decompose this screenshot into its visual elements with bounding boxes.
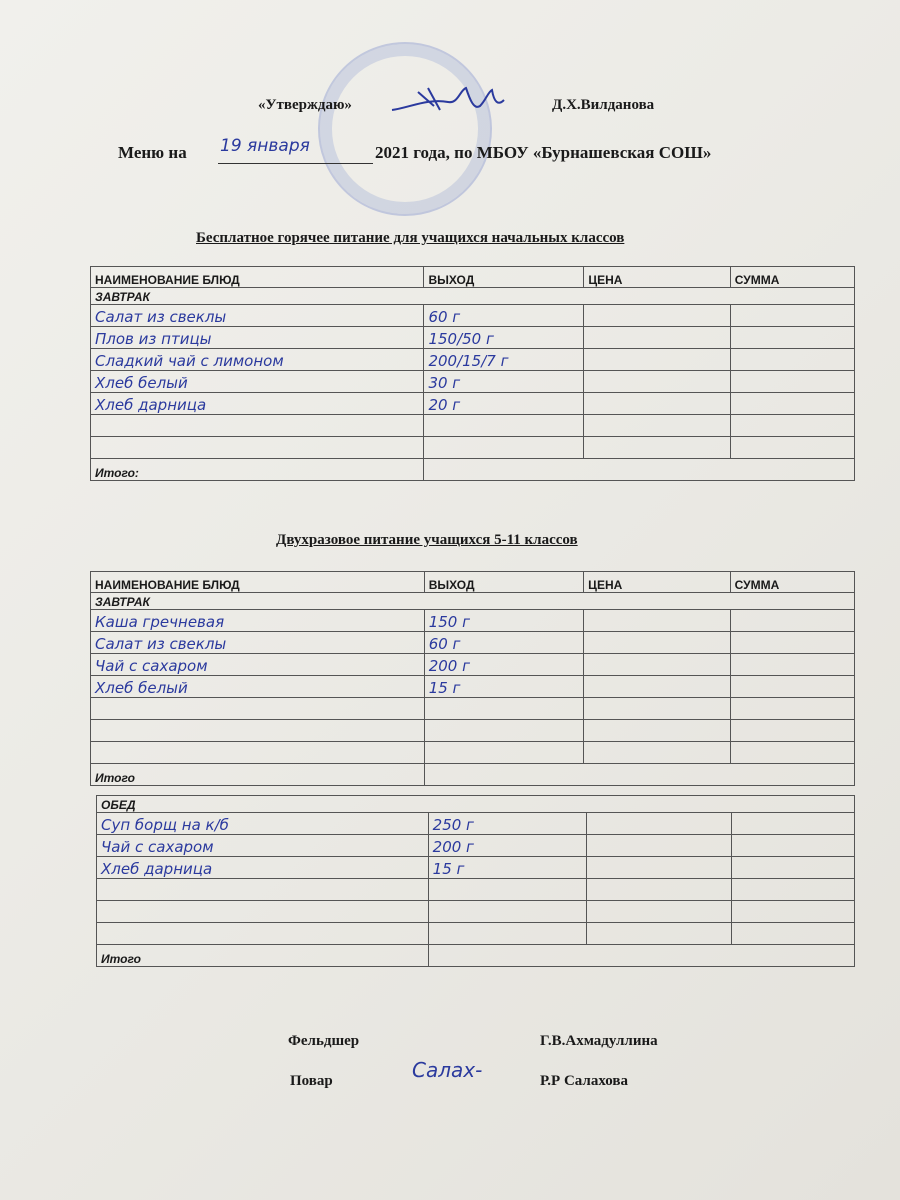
date-underline [218, 163, 373, 164]
dish-name: Каша гречневая [95, 613, 225, 631]
approve-label: «Утверждаю» [258, 97, 352, 113]
dish-output: 60 г [428, 635, 461, 653]
menu-title-suffix: 2021 года, по МБОУ «Бурнашевская СОШ» [375, 143, 712, 162]
col-price: ЦЕНА [584, 572, 731, 593]
total-row [97, 945, 855, 967]
cook-label: Повар [290, 1073, 333, 1089]
total-row [91, 764, 855, 786]
menu-date: 19 января [220, 136, 310, 156]
secondary-lunch-table [96, 795, 855, 967]
table-row [91, 349, 855, 371]
total-label: Итого: [91, 459, 424, 481]
table-row [91, 632, 855, 654]
dish-name: Хлеб белый [95, 679, 188, 697]
dish-name: Чай с сахаром [101, 838, 214, 856]
dish-output: 15 г [428, 679, 461, 697]
meal-label-breakfast: ЗАВТРАК [91, 593, 855, 610]
cook-signature: Салах- [412, 1058, 483, 1082]
table-row [97, 835, 855, 857]
table-row [97, 857, 855, 879]
table-row [91, 654, 855, 676]
table-row [91, 305, 855, 327]
table-header-row [91, 267, 855, 288]
dish-name: Суп борщ на к/б [101, 816, 229, 834]
dish-name: Плов из птицы [95, 330, 212, 348]
dish-output: 250 г [432, 816, 474, 834]
dish-output: 200/15/7 г [428, 352, 509, 370]
table-row [91, 415, 855, 437]
table-row [91, 437, 855, 459]
approver-name: Д.Х.Вилданова [552, 97, 655, 113]
col-dish: НАИМЕНОВАНИЕ БЛЮД [91, 267, 424, 288]
col-dish: НАИМЕНОВАНИЕ БЛЮД [91, 572, 425, 593]
dish-name: Салат из свеклы [95, 635, 227, 653]
secondary-breakfast-table [90, 571, 855, 786]
table-header-row [91, 572, 855, 593]
dish-output: 30 г [428, 374, 461, 392]
school-seal-stamp [318, 42, 492, 216]
medic-name: Г.В.Ахмадуллина [540, 1033, 658, 1049]
table-row [91, 742, 855, 764]
col-sum: СУММА [730, 267, 854, 288]
cook-name: Р.Р Салахова [540, 1073, 628, 1089]
dish-name: Хлеб дарница [101, 860, 213, 878]
table-row [91, 371, 855, 393]
table-row [91, 720, 855, 742]
col-output: ВЫХОД [424, 572, 583, 593]
lunch-total-label: Итого [97, 945, 429, 967]
table-row [91, 393, 855, 415]
col-output: ВЫХОД [424, 267, 584, 288]
table-row [91, 327, 855, 349]
table-row [91, 610, 855, 632]
total-row [91, 459, 855, 481]
table-row [97, 901, 855, 923]
dish-output: 15 г [432, 860, 465, 878]
dish-name: Хлеб дарница [95, 396, 207, 414]
dish-output: 200 г [428, 657, 470, 675]
table-row [91, 676, 855, 698]
menu-title-prefix: Меню на [118, 143, 187, 162]
col-price: ЦЕНА [584, 267, 730, 288]
meal-label-lunch: ОБЕД [97, 796, 855, 813]
table-row [91, 698, 855, 720]
table-row [97, 923, 855, 945]
section2-title: Двухразовое питание учащихся 5-11 классов [276, 532, 578, 548]
dish-output: 150/50 г [428, 330, 494, 348]
breakfast-total-label: Итого [91, 764, 425, 786]
medic-label: Фельдшер [288, 1033, 360, 1049]
primary-menu-table [90, 266, 855, 481]
dish-name: Сладкий чай с лимоном [95, 352, 284, 370]
dish-output: 200 г [432, 838, 474, 856]
dish-name: Хлеб белый [95, 374, 188, 392]
dish-name: Салат из свеклы [95, 308, 227, 326]
dish-name: Чай с сахаром [95, 657, 208, 675]
table-row [97, 879, 855, 901]
director-signature [388, 80, 508, 120]
meal-label-breakfast: ЗАВТРАК [91, 288, 855, 305]
section1-title: Бесплатное горячее питание для учащихся начальных классов [196, 230, 625, 246]
col-sum: СУММА [730, 572, 854, 593]
dish-output: 60 г [428, 308, 461, 326]
dish-output: 20 г [428, 396, 461, 414]
dish-output: 150 г [428, 613, 470, 631]
table-row [97, 813, 855, 835]
